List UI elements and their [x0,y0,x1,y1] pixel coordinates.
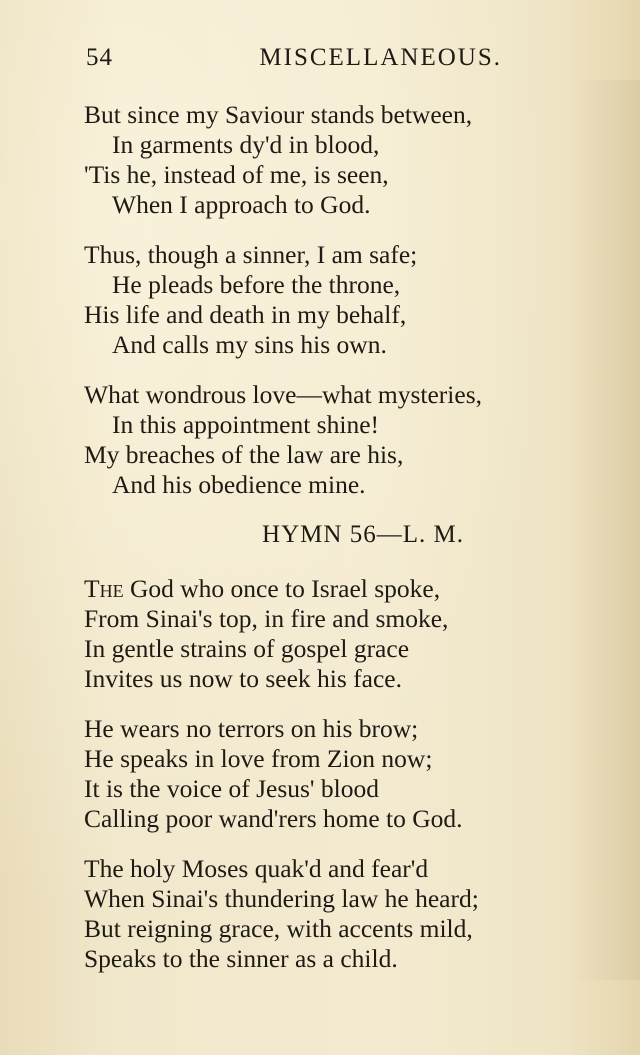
verse-line: In this appointment shine! [112,410,380,439]
verse-line: He pleads before the throne, [112,270,401,299]
verse-line: And calls my sins his own. [112,330,387,359]
verse-line: He wears no terrors on his brow; [84,714,419,743]
stanza [84,574,584,694]
verse-line: But since my Saviour stands between, [84,100,473,129]
stanza [84,380,584,500]
hymn-text [84,100,584,994]
stanza [84,714,584,834]
verse-line: Thus, though a sinner, I am safe; [84,240,418,269]
verse-line: But reigning grace, with accents mild, [84,914,473,943]
stanza [84,240,584,360]
first-line-rest: God who once to Israel spoke, [123,574,441,603]
verse-line: Calling poor wand'rers home to God. [84,804,463,833]
verse-line: In gentle strains of gospel grace [84,634,410,663]
verse-line: Speaks to the sinner as a child. [84,944,398,973]
verse-line: The holy Moses quak'd and fear'd [84,854,429,883]
stanza [84,854,584,974]
verse-line: He speaks in love from Zion now; [84,744,433,773]
verse-line: His life and death in my behalf, [84,300,407,329]
stanza [84,100,584,220]
verse-line: When Sinai's thundering law he heard; [84,884,479,913]
verse-line-first [84,574,584,604]
verse-line: 'Tis he, instead of me, is seen, [84,160,389,189]
verse-line: My breaches of the law are his, [84,440,404,469]
hymn-title: HYMN 56—L. M. [262,521,464,548]
verse-line: In garments dy'd in blood, [112,130,380,159]
verse-line: From Sinai's top, in fire and smoke, [84,604,449,633]
page-number: 54 [86,44,113,71]
first-word: The [84,574,124,603]
verse-line: Invites us now to seek his face. [84,664,402,693]
running-head: MISCELLANEOUS. [259,44,502,71]
verse-line: It is the voice of Jesus' blood [84,774,379,803]
verse-line: When I approach to God. [112,190,371,219]
verse-line: And his obedience mine. [112,470,366,499]
verse-line: What wondrous love—what mysteries, [84,380,483,409]
page-header [86,44,502,76]
